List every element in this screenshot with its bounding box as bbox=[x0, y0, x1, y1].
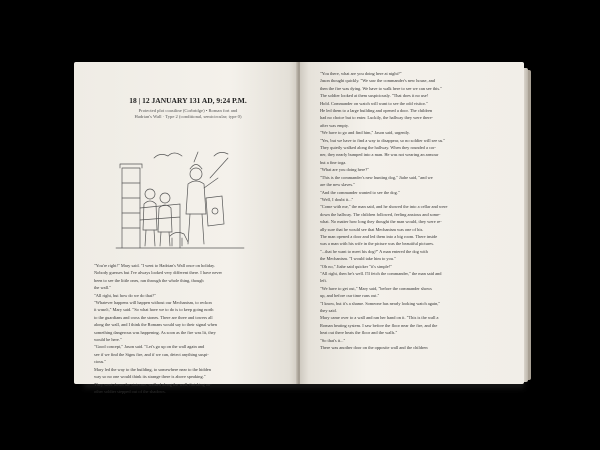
body-line: "You there, what are you doing here at night?" bbox=[320, 71, 402, 76]
body-line: There was another door on the opposite wall and the children bbox=[320, 345, 428, 351]
body-line: Jason thought quickly. "We saw the commander's new house, and bbox=[320, 78, 435, 84]
body-line: down the hallway. The children followed, feeling anxious and some- bbox=[320, 211, 441, 217]
body-line: up, and before our time runs out." bbox=[320, 293, 380, 299]
body-line: see if we find the Signs fire, and if we can, detect anything suspi- bbox=[94, 351, 209, 357]
body-line: cious." bbox=[94, 359, 107, 365]
body-line: They went down the staircase, walked along the wall, finishing an- bbox=[94, 381, 212, 387]
body-line: ner, they nearly bumped into a man. He was not wearing an armour bbox=[320, 152, 439, 158]
open-book bbox=[74, 62, 524, 394]
page-edge bbox=[524, 68, 528, 382]
body-line: left. bbox=[320, 278, 327, 284]
body-line: "We have to get out," Mary said, "before the commander shows bbox=[320, 285, 432, 291]
body-line: are the new slaves." bbox=[320, 182, 355, 188]
body-line: "You're right!" Mary said. "I went to Hadrian's Wall once on holiday. bbox=[94, 263, 216, 268]
body-line: "Well, I doubt it..." bbox=[320, 196, 354, 202]
body-line: Mary led the way to the building, to somewhere near to the hidden bbox=[94, 366, 211, 372]
chapter-heading: 18 | 12 JANUARY 131 AD, 9:24 P.M. bbox=[129, 96, 247, 105]
body-line: Hold. Commander on watch will want to see the odd visitor." bbox=[320, 100, 428, 106]
body-line: "Good concept," Jason said. "Let's go up on the wall again and bbox=[94, 344, 205, 350]
body-line: "All right, but how do we do that?" bbox=[94, 292, 156, 298]
body-line: way so no one would think its strange there is above speaking." bbox=[94, 374, 206, 380]
body-line: "...that he want to meet his dog?" A man entered the dog with bbox=[320, 248, 428, 254]
body-line: "What are you doing here?" bbox=[320, 167, 369, 173]
body-line: "All right, then he's well. I'll fetch the commander," the man said and bbox=[320, 270, 442, 276]
body-line: The soldier looked at them suspiciously. "That does it no use! bbox=[320, 93, 429, 99]
body-line: He led them to a large building and opened a door. The children bbox=[320, 108, 433, 114]
body-line: "This is the commander's new hunting dog," Jiahe said, "and we bbox=[320, 174, 433, 180]
body-line: would be here." bbox=[94, 337, 122, 343]
chapter-subheading bbox=[88, 108, 288, 120]
body-line: Roman heating system. I saw before the floor near the fire, and the bbox=[320, 322, 438, 328]
body-line: "Yes, but we have to find a way to disappear, so no soldier will see us." bbox=[320, 137, 446, 143]
body-line: was a man with his wife in the picture was the beautiful pictures. bbox=[320, 241, 435, 247]
body-line: along the wall, and I think the Romans would say to their signal when bbox=[94, 322, 217, 328]
body-line: it wasn't," Mary said. "So what have we to do is to keep going north bbox=[94, 307, 214, 313]
body-line: The man opened a door and led them into a big room. There inside bbox=[320, 233, 438, 239]
body-line: been to see the little ones, ran through the whole thing, though bbox=[94, 277, 204, 283]
chapter-illustration bbox=[110, 138, 250, 258]
body-line: heat out there heats the floor and the walls." bbox=[320, 330, 398, 336]
subheading-line: Hadrian's Wall · Type 2 (conditional, semicircular; type 0) bbox=[134, 114, 242, 119]
body-line: the wall." bbox=[94, 285, 111, 291]
body-line: but a fine toga. bbox=[320, 159, 347, 165]
body-line: They quietly walked along the hallway. When they rounded a cor- bbox=[320, 145, 436, 151]
right-page bbox=[300, 62, 524, 384]
page-edge-back bbox=[528, 70, 531, 380]
body-line: "So that's it..." bbox=[320, 337, 346, 343]
subheading-line: Protected plot coastline (Corbridge) • Roman fort and bbox=[138, 108, 238, 113]
left-page-body bbox=[88, 262, 286, 395]
body-line: then the fire was dying. We have to walk here to see we can see this." bbox=[320, 85, 442, 91]
body-line: something dangerous was happening. As soon as the fire was lit, they bbox=[94, 329, 216, 335]
body-line: what. No matter how long they thought the man would, they were re- bbox=[320, 219, 442, 225]
body-line: "I know, but it's a shame. Someone has nearly looking watch again," bbox=[320, 300, 441, 306]
body-line: other soldier stepped out of the shadows. bbox=[94, 388, 166, 394]
body-line: had no choice but to enter. Luckily, the hallway they were there- bbox=[320, 115, 433, 121]
body-line: "Come with me," the man said, and he showed the into a cellar and were bbox=[320, 204, 448, 210]
body-line: Mary came over to a wall and ran her hand on it. "This is the wall a bbox=[320, 315, 439, 321]
body-line: after was empty. bbox=[320, 122, 349, 128]
body-line: "We have to go and find him," Jason said, urgently. bbox=[320, 130, 410, 136]
body-line: the Mechanism. "I would take him to you." bbox=[320, 256, 396, 262]
body-line: Nobody guesses but I've always looked very different there. I have never bbox=[94, 270, 222, 276]
body-line: to the guardians and cross the stones. There are three and towers all bbox=[94, 314, 213, 320]
right-page-body bbox=[314, 70, 512, 351]
left-page bbox=[74, 62, 298, 394]
body-line: they said. bbox=[320, 308, 337, 313]
body-line: ally sure that he would see that Mechanism was one of his. bbox=[320, 226, 424, 232]
body-line: "Whatever happens will happen without our Mechanism, to reckon bbox=[94, 300, 212, 306]
body-line: "Oh no," Jiahe said quicker "it's simple!" bbox=[320, 263, 392, 269]
body-line: "And the commander wanted to see the dog." bbox=[320, 189, 400, 195]
